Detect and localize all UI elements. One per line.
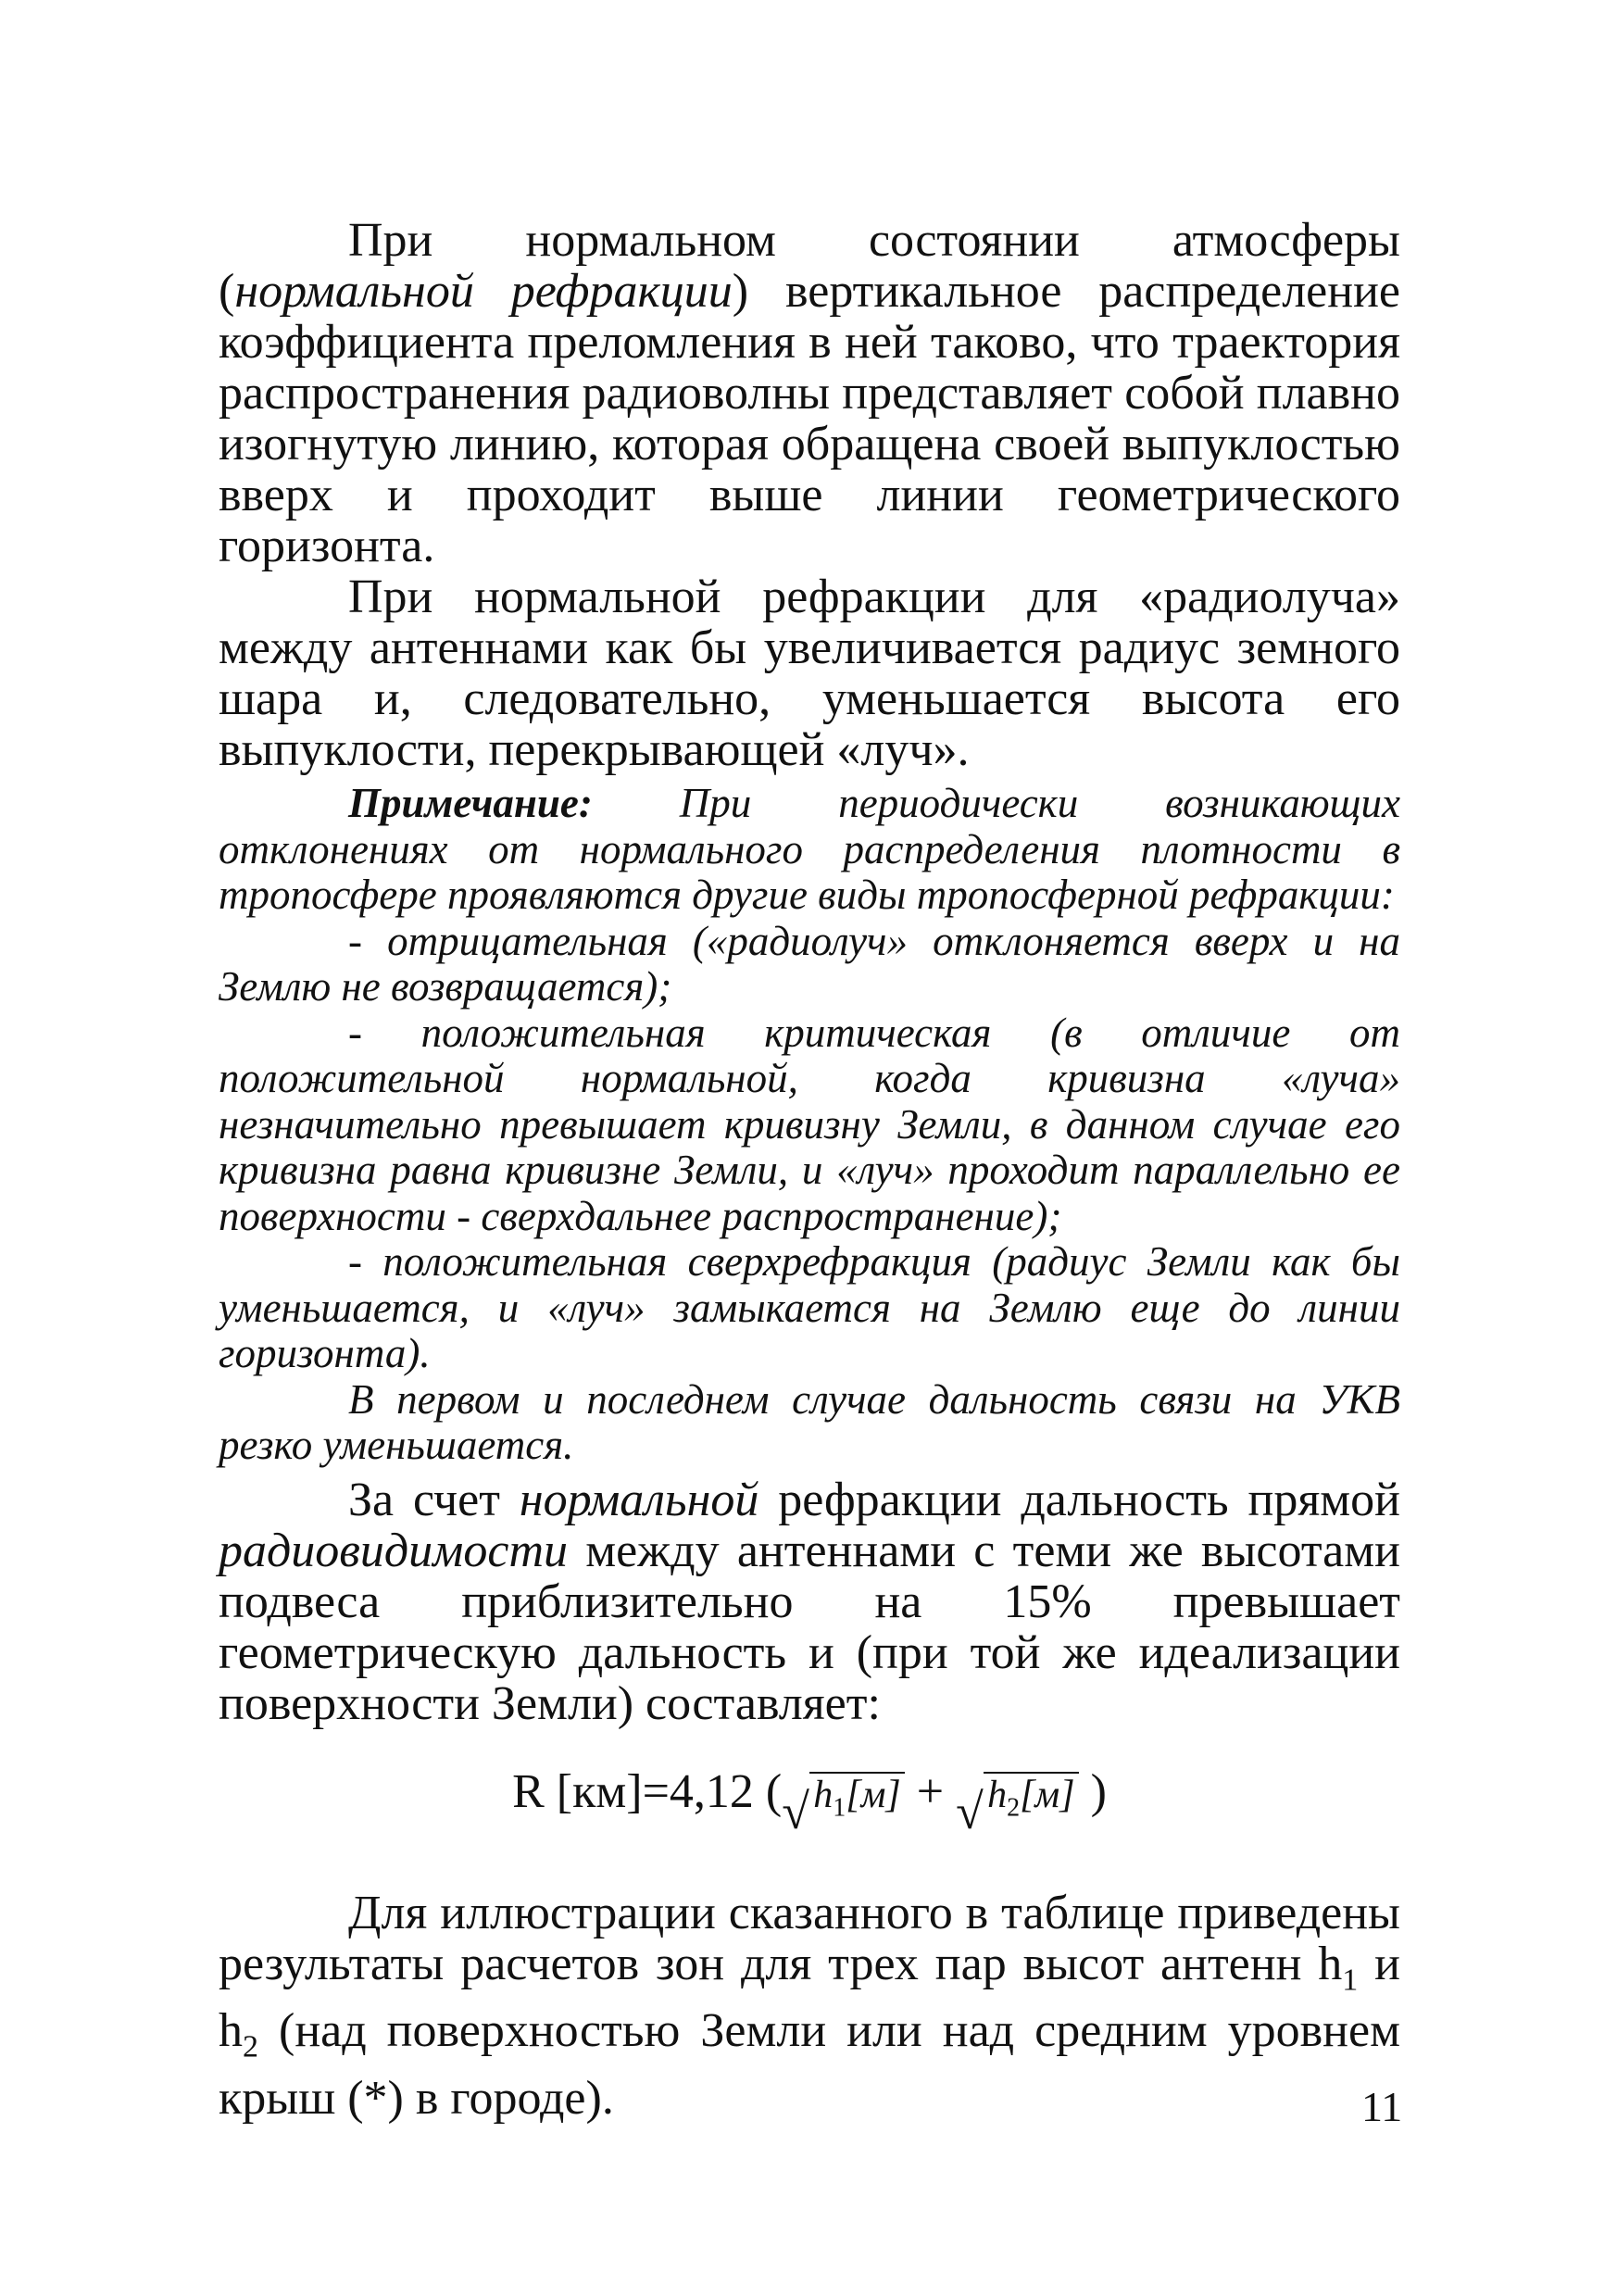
formula-subscript: 2 [1007,1792,1021,1822]
paragraph-radio-beam: При нормальной рефракции для «радиолуча» между антеннами как бы увеличивается радиус земного шара и, следовательно, уменьшается высота его выпуклости, перекрывающей «луч». [219,571,1400,776]
sqrt-icon: √ [782,1783,809,1839]
text-fragment: ) вертикальное распределение коэффициента преломления в ней таково, что траектория распространения радиоволны представляет собой плавно изогнутую линию, которая обращена своей выпуклостью вверх и проходит выше линии геометрического горизонта. [219,265,1400,572]
formula-subscript: 1 [833,1792,846,1822]
page-number: 11 [1361,2083,1403,2130]
note-item-negative: - отрицательная («радиолуч» отклоняется вверх и на Землю не возвращается); [219,917,1400,1010]
formula-lhs: R [км]=4,12 ( [512,1764,783,1818]
text-fragment: При нормальном состоянии атмосферы ( [219,214,1400,318]
note-intro [219,781,1400,919]
emphasis-term: нормальной рефракции [234,265,733,318]
sqrt-h2 [956,1764,1079,1839]
emphasis-term: радиовидимости [219,1524,568,1577]
subscript: 2 [243,2029,258,2064]
note-conclusion: В первом и последнем случае дальность связи на УКВ резко уменьшается. [219,1375,1400,1468]
sqrt-icon: √ [956,1783,984,1839]
paragraph-table-intro [219,1888,1400,2124]
paragraph-radio-visibility [219,1474,1400,1729]
formula-plus: + [904,1764,957,1818]
range-formula [219,1764,1400,1839]
text-fragment: между антеннами с теми же высотами подвеса приблизительно на 15% превышает геометрическую дальность и (при той же идеализации поверхности Земли) составляет: [219,1524,1400,1730]
formula-var: h [813,1773,834,1816]
page-body [219,215,1400,2124]
text-fragment: и h [219,1937,1400,2058]
formula-var: h [987,1773,1008,1816]
text-fragment: (над поверхностью Земли или над средним уровнем крыш (*) в городе). [219,2004,1400,2125]
sqrt-body [984,1772,1079,1822]
sqrt-h1 [782,1764,905,1839]
formula-close: ) [1078,1764,1107,1818]
note-item-critical: - положительная критическая (в отличие от положительной нормальной, когда кривизна «луча» незначительно превышает кривизну Земли, в данном случае его кривизна равна кривизне Земли, и «луч» проходит параллельно ее поверхности - сверхдальнее распространение); [219,1009,1400,1239]
emphasis-term: нормальной [519,1473,759,1526]
formula-unit: [м] [846,1773,901,1816]
subscript: 1 [1342,1963,1359,1998]
note-label: Примечание: [348,780,593,826]
paragraph-normal-refraction [219,215,1400,571]
text-fragment: Для иллюстрации сказанного в таблице приведены результаты расчетов зон для трех пар высот антенн h [219,1886,1400,1990]
note-item-superrefraction: - положительная сверхрефракция (радиус Земли как бы уменьшается, и «луч» замыкается на Землю еще до линии горизонта). [219,1238,1400,1376]
text-fragment: За счет [348,1473,520,1526]
text-fragment: рефракции дальность прямой [758,1473,1400,1526]
sqrt-body [809,1772,905,1822]
note-text: При периодически возникающих отклонениях от нормального распределения плотности в тропосфере проявляются другие виды тропосферной рефракции: [219,780,1400,918]
formula-unit: [м] [1020,1773,1075,1816]
